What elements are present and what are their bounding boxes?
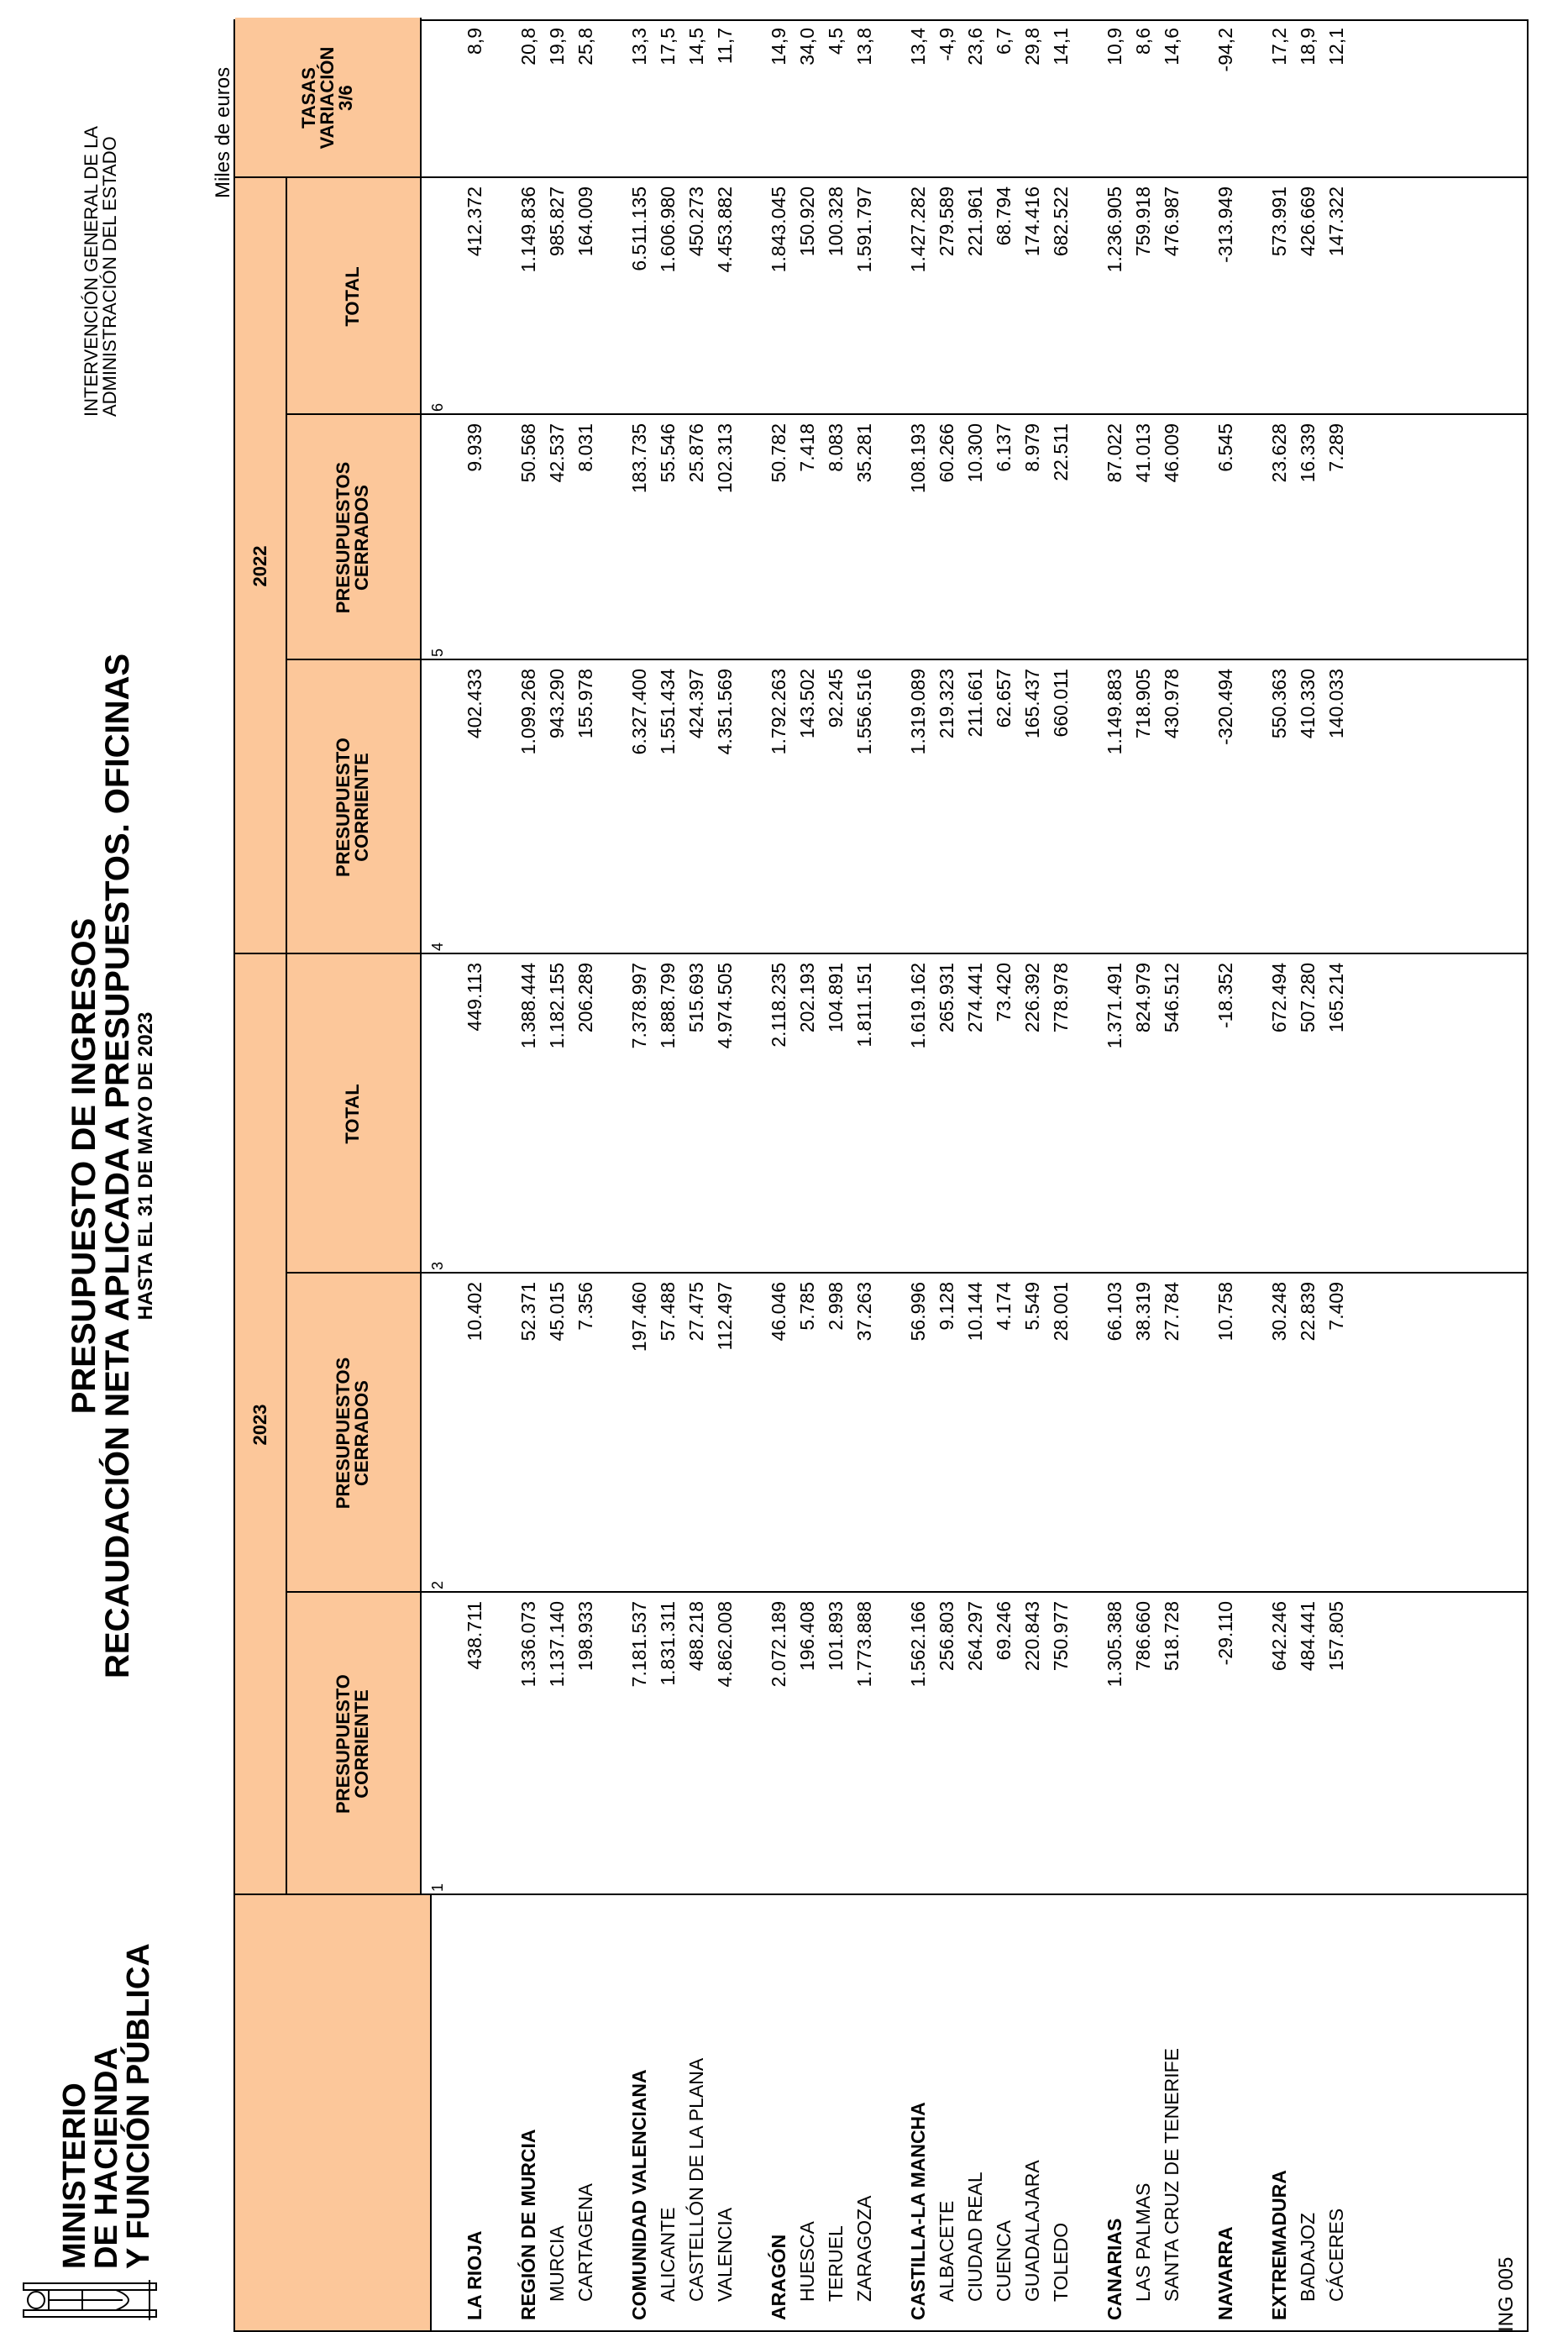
col-header-line: PRESUPUESTOS	[333, 461, 354, 614]
row-value: 198.933	[574, 1601, 596, 1672]
row-value: 750.977	[1050, 1601, 1072, 1672]
row-value: 1.773.888	[853, 1601, 875, 1688]
column-number: 6	[429, 402, 446, 412]
row-value: 108.193	[907, 423, 929, 494]
row-value: 7.378.997	[628, 963, 650, 1049]
row-value: 41.013	[1132, 423, 1154, 483]
table-row	[1129, 18, 1159, 2330]
row-value: 484.441	[1297, 1601, 1319, 1672]
table-row	[653, 18, 684, 2330]
row-value: 25.876	[685, 423, 707, 483]
row-label: BADAJOZ	[1297, 2212, 1319, 2302]
row-value: 55.546	[657, 423, 679, 483]
row-label: EXTREMADURA	[1268, 2170, 1290, 2320]
row-value: 1.427.282	[907, 186, 929, 273]
row-value: 6.137	[993, 423, 1015, 472]
row-value: 100.328	[825, 186, 847, 257]
row-value: 1.149.883	[1104, 669, 1125, 755]
row-value: 449.113	[464, 963, 485, 1032]
row-value: 9.939	[464, 423, 485, 472]
row-value: 682.522	[1050, 186, 1072, 257]
row-value: 50.568	[517, 423, 539, 483]
row-value: 197.460	[628, 1282, 650, 1352]
row-value: 206.289	[574, 963, 596, 1033]
row-value: 488.218	[685, 1601, 707, 1672]
row-value: -18.352	[1214, 963, 1236, 1029]
table-row	[625, 18, 655, 2330]
row-value: 17,2	[1268, 28, 1290, 66]
ministry-line: Y FUNCIÓN PÚBLICA	[121, 1943, 156, 2269]
row-value: 35.281	[853, 423, 875, 483]
group-2022-label: 2022	[249, 545, 270, 587]
table-row	[1265, 18, 1295, 2330]
row-value: 14,1	[1050, 28, 1072, 66]
col-presupuesto-corriente-2022	[286, 660, 420, 954]
header-divider	[430, 1895, 432, 2330]
row-label: REGIÓN DE MURCIA	[517, 2129, 539, 2320]
row-value: 1.888.799	[657, 963, 679, 1049]
row-value: 8.083	[825, 423, 847, 472]
row-value: 1.606.980	[657, 186, 679, 273]
row-value: 104.891	[825, 963, 847, 1033]
row-value: 5.785	[796, 1282, 818, 1331]
row-value: 11,7	[714, 28, 736, 65]
igae-line: ADMINISTRACIÓN DEL ESTADO	[99, 136, 120, 417]
row-label: ZARAGOZA	[853, 2195, 875, 2302]
table-row	[821, 18, 852, 2330]
table-row	[1100, 18, 1130, 2330]
col-header-line: CORRIENTE	[351, 753, 372, 862]
row-value: 4.174	[993, 1282, 1015, 1331]
row-value: 112.497	[714, 1282, 736, 1351]
row-label: NAVARRA	[1214, 2226, 1236, 2320]
row-label: LA RIOJA	[464, 2230, 485, 2320]
row-label: CANARIAS	[1104, 2218, 1125, 2320]
report-subtitle: RECAUDACIÓN NETA APLICADA A PRESUPUESTOS. OFICINAS	[99, 653, 136, 1679]
table-row	[1293, 18, 1324, 2330]
row-value: 1.619.162	[907, 963, 929, 1049]
row-value: 14,5	[685, 28, 707, 66]
row-value: 46.009	[1161, 423, 1183, 483]
row-value: 66.103	[1104, 1282, 1125, 1342]
row-value: 507.280	[1297, 963, 1319, 1033]
row-label: COMUNIDAD VALENCIANA	[628, 2069, 650, 2320]
row-value: 1.319.089	[907, 669, 929, 755]
row-label: CUENCA	[993, 2219, 1015, 2302]
row-value: 45.015	[546, 1282, 568, 1342]
table-row	[764, 18, 794, 2330]
col-header-line: TASAS	[298, 67, 319, 129]
col-header-line: CERRADOS	[351, 485, 372, 591]
row-value: 13,3	[628, 28, 650, 66]
row-value: 6.327.400	[628, 669, 650, 755]
row-label: HUESCA	[796, 2221, 818, 2302]
row-value: 196.408	[796, 1601, 818, 1672]
row-value: 183.735	[628, 423, 650, 494]
row-value: 5.549	[1021, 1282, 1043, 1331]
row-value: 515.693	[685, 963, 707, 1033]
row-value: 4.351.569	[714, 669, 736, 755]
column-number: 2	[429, 1580, 446, 1589]
row-value: 12,1	[1325, 28, 1347, 66]
row-value: 174.416	[1021, 186, 1043, 257]
row-value: 4,5	[825, 28, 847, 55]
row-value: 1.388.444	[517, 963, 539, 1049]
row-value: 7.356	[574, 1282, 596, 1331]
row-value: 476.987	[1161, 186, 1183, 257]
table-row	[460, 18, 490, 2330]
header-divider	[286, 178, 287, 1895]
row-value: 10.300	[964, 423, 986, 483]
table-row	[932, 18, 962, 2330]
row-value: 438.711	[464, 1601, 485, 1670]
row-label: ALICANTE	[657, 2207, 679, 2302]
row-value: 9.128	[936, 1282, 957, 1331]
row-value: 6.511.135	[628, 186, 650, 271]
row-value: 2.072.189	[768, 1601, 789, 1688]
row-value: 4.453.882	[714, 186, 736, 273]
row-value: 27.475	[685, 1282, 707, 1342]
row-value: 18,9	[1297, 28, 1319, 66]
header-label-column	[235, 1895, 430, 2330]
report-date: HASTA EL 31 DE MAYO DE 2023	[134, 1011, 157, 1321]
row-value: 23.628	[1268, 423, 1290, 483]
row-value: 17,5	[657, 28, 679, 66]
row-value: 1.305.388	[1104, 1601, 1125, 1688]
row-label: CARTAGENA	[574, 2182, 596, 2302]
col-presupuesto-corriente-2023	[286, 1593, 420, 1895]
row-value: 28.001	[1050, 1282, 1072, 1342]
row-value: 518.728	[1161, 1601, 1183, 1672]
row-label: LAS PALMAS	[1132, 2182, 1154, 2302]
row-value: 19,9	[546, 28, 568, 66]
row-value: 143.502	[796, 669, 818, 739]
row-value: 147.322	[1325, 186, 1347, 257]
row-value: 8,6	[1132, 28, 1154, 55]
row-value: 7.418	[796, 423, 818, 472]
table-row	[1322, 18, 1352, 2330]
col-tasas-variacion	[235, 18, 420, 178]
row-value: 778.978	[1050, 963, 1072, 1033]
table-row	[1046, 18, 1077, 2330]
row-value: 985.827	[546, 186, 568, 257]
row-value: -4,9	[936, 28, 957, 61]
row-value: 10.144	[964, 1282, 986, 1342]
row-label: CASTELLÓN DE LA PLANA	[685, 2057, 707, 2302]
row-value: 4.974.505	[714, 963, 736, 1049]
table-row	[514, 18, 544, 2330]
col-presupuestos-cerrados-2022	[286, 415, 420, 660]
row-value: 211.661	[964, 669, 986, 738]
row-value: 412.372	[464, 186, 485, 257]
col-header-line: CORRIENTE	[351, 1689, 372, 1799]
row-value: 7.181.537	[628, 1601, 650, 1688]
row-value: 57.488	[657, 1282, 679, 1342]
row-value: 450.273	[685, 186, 707, 257]
row-value: 92.245	[825, 669, 847, 728]
row-value: 68.794	[993, 186, 1015, 246]
ministry-line: MINISTERIO	[57, 2083, 92, 2269]
table-row	[1157, 18, 1188, 2330]
row-value: 1.371.491	[1104, 963, 1125, 1049]
row-value: 410.330	[1297, 669, 1319, 739]
column-number: 5	[429, 648, 446, 657]
row-value: 22.839	[1297, 1282, 1319, 1342]
table-row	[850, 18, 880, 2330]
row-value: 10,9	[1104, 28, 1125, 66]
report-title: PRESUPUESTO DE INGRESOS	[66, 917, 102, 1415]
row-value: 10.758	[1214, 1282, 1236, 1342]
row-value: 672.494	[1268, 963, 1290, 1033]
col-header-line: PRESUPUESTOS	[333, 1357, 354, 1510]
row-value: 1.551.434	[657, 669, 679, 755]
row-label: VALENCIA	[714, 2207, 736, 2302]
row-value: 14,6	[1161, 28, 1183, 66]
row-value: 573.991	[1268, 186, 1290, 257]
row-value: 7.289	[1325, 423, 1347, 472]
row-value: 56.996	[907, 1282, 929, 1342]
column-number: 3	[429, 1261, 446, 1270]
row-value: 14,9	[768, 28, 789, 66]
row-value: 20,8	[517, 28, 539, 66]
row-value: 1.831.311	[657, 1601, 679, 1686]
row-value: 8.031	[574, 423, 596, 472]
row-value: 660.011	[1050, 669, 1072, 738]
table-row	[793, 18, 823, 2330]
row-value: 221.961	[964, 186, 986, 257]
row-value: 402.433	[464, 669, 485, 739]
row-value: 42.537	[546, 423, 568, 483]
row-value: -320.494	[1214, 669, 1236, 745]
row-label: ARAGÓN	[768, 2234, 789, 2320]
col-total-2022: TOTAL	[342, 266, 363, 327]
row-value: 50.782	[768, 423, 789, 483]
row-value: 165.437	[1021, 669, 1043, 739]
row-label: TOLEDO	[1050, 2222, 1072, 2302]
row-value: 1.556.516	[853, 669, 875, 755]
table-row	[989, 18, 1020, 2330]
row-value: 29,8	[1021, 28, 1043, 66]
row-label: GUADALAJARA	[1021, 2160, 1043, 2302]
row-value: 1.843.045	[768, 186, 789, 273]
row-value: 8.979	[1021, 423, 1043, 472]
header-divider	[420, 18, 422, 1895]
row-value: 150.920	[796, 186, 818, 257]
row-label: MURCIA	[546, 2225, 568, 2302]
row-value: 279.589	[936, 186, 957, 257]
col-header-line: PRESUPUESTO	[333, 1674, 354, 1814]
row-value: 46.046	[768, 1282, 789, 1342]
table-row	[543, 18, 573, 2330]
table-row	[961, 18, 991, 2330]
col-presupuestos-cerrados-2023	[286, 1274, 420, 1593]
table-row	[1211, 18, 1241, 2330]
table-row	[1018, 18, 1048, 2330]
row-value: 164.009	[574, 186, 596, 257]
row-value: 226.392	[1021, 963, 1043, 1033]
row-value: 155.978	[574, 669, 596, 739]
row-value: 102.313	[714, 423, 736, 494]
ministry-line: DE HACIENDA	[89, 2047, 124, 2269]
row-value: 759.918	[1132, 186, 1154, 257]
row-value: 140.033	[1325, 669, 1347, 739]
col-header-line: 3/6	[335, 85, 356, 111]
data-table	[233, 19, 1529, 2332]
row-value: 6,7	[993, 28, 1015, 55]
igae-label	[81, 126, 120, 417]
table-row	[682, 18, 712, 2330]
row-value: 6.545	[1214, 423, 1236, 472]
group-2023-label: 2023	[249, 1404, 270, 1446]
row-value: 73.420	[993, 963, 1015, 1022]
row-value: 1.099.268	[517, 669, 539, 755]
col-total-2023: TOTAL	[342, 1084, 363, 1144]
row-value: 60.266	[936, 423, 957, 483]
row-value: 22.511	[1050, 423, 1072, 481]
igae-line: INTERVENCIÓN GENERAL DE LA	[81, 126, 102, 417]
row-label: TERUEL	[825, 2225, 847, 2302]
row-label: ALBACETE	[936, 2200, 957, 2302]
row-value: 718.905	[1132, 669, 1154, 739]
col-header-line: PRESUPUESTO	[333, 738, 354, 877]
row-label: CASTILLA-LA MANCHA	[907, 2102, 929, 2320]
row-value: 424.397	[685, 669, 707, 739]
row-value: 426.669	[1297, 186, 1319, 257]
row-label: CIUDAD REAL	[964, 2172, 986, 2302]
column-number: 4	[429, 942, 446, 951]
row-value: 30.248	[1268, 1282, 1290, 1342]
row-value: -94,2	[1214, 28, 1236, 72]
row-value: 13,8	[853, 28, 875, 66]
row-value: 69.246	[993, 1601, 1015, 1661]
row-value: 256.803	[936, 1601, 957, 1672]
row-value: 157.805	[1325, 1601, 1347, 1672]
row-value: 1.591.797	[853, 186, 875, 273]
row-value: 37.263	[853, 1282, 875, 1342]
row-value: 274.441	[964, 963, 986, 1033]
col-header-line: VARIACIÓN	[317, 46, 338, 150]
row-value: 642.246	[1268, 1601, 1290, 1672]
row-value: 1.562.166	[907, 1601, 929, 1688]
row-value: 25,8	[574, 28, 596, 66]
row-value: 38.319	[1132, 1282, 1154, 1342]
row-value: 4.862.008	[714, 1601, 736, 1688]
row-value: 87.022	[1104, 423, 1125, 483]
column-number: 1	[429, 1883, 446, 1892]
units-label: Miles de euros	[212, 66, 234, 198]
col-header-line: CERRADOS	[351, 1380, 372, 1486]
row-value: 264.297	[964, 1601, 986, 1672]
row-value: 219.323	[936, 669, 957, 739]
row-value: 52.371	[517, 1282, 539, 1342]
row-value: -313.949	[1214, 186, 1236, 263]
row-value: 265.931	[936, 963, 957, 1033]
row-value: 2.118.235	[768, 963, 789, 1048]
row-value: 786.660	[1132, 1601, 1154, 1672]
row-value: 1.182.155	[546, 963, 568, 1049]
row-value: 1.811.151	[853, 963, 875, 1048]
row-label: SANTA CRUZ DE TENERIFE	[1161, 2047, 1183, 2302]
row-value: 165.214	[1325, 963, 1347, 1033]
row-value: 10.402	[464, 1282, 485, 1342]
row-value: 1.792.263	[768, 669, 789, 755]
row-value: 34,0	[796, 28, 818, 66]
row-value: 550.363	[1268, 669, 1290, 739]
row-value: 7.409	[1325, 1282, 1347, 1331]
row-value: 16.339	[1297, 423, 1319, 483]
row-value: 824.979	[1132, 963, 1154, 1033]
row-value: 62.657	[993, 669, 1015, 728]
row-value: 943.290	[546, 669, 568, 739]
row-value: 27.784	[1161, 1282, 1183, 1342]
row-value: 430.978	[1161, 669, 1183, 739]
row-value: 1.336.073	[517, 1601, 539, 1688]
row-value: 1.149.836	[517, 186, 539, 273]
row-value: 220.843	[1021, 1601, 1043, 1672]
form-code: ING 005	[1495, 2256, 1518, 2332]
row-value: 2.998	[825, 1282, 847, 1331]
table-row	[571, 18, 601, 2330]
row-value: 23,6	[964, 28, 986, 66]
row-value: 1.137.140	[546, 1601, 568, 1688]
row-label: CÁCERES	[1325, 2208, 1347, 2302]
table-row	[904, 18, 934, 2330]
row-value: 13,4	[907, 28, 929, 66]
row-value: -29.110	[1214, 1601, 1236, 1666]
row-value: 202.193	[796, 963, 818, 1033]
row-value: 1.236.905	[1104, 186, 1125, 273]
row-value: 546.512	[1161, 963, 1183, 1033]
row-value: 101.893	[825, 1601, 847, 1672]
table-row	[711, 18, 741, 2330]
row-value: 8,9	[464, 28, 485, 55]
